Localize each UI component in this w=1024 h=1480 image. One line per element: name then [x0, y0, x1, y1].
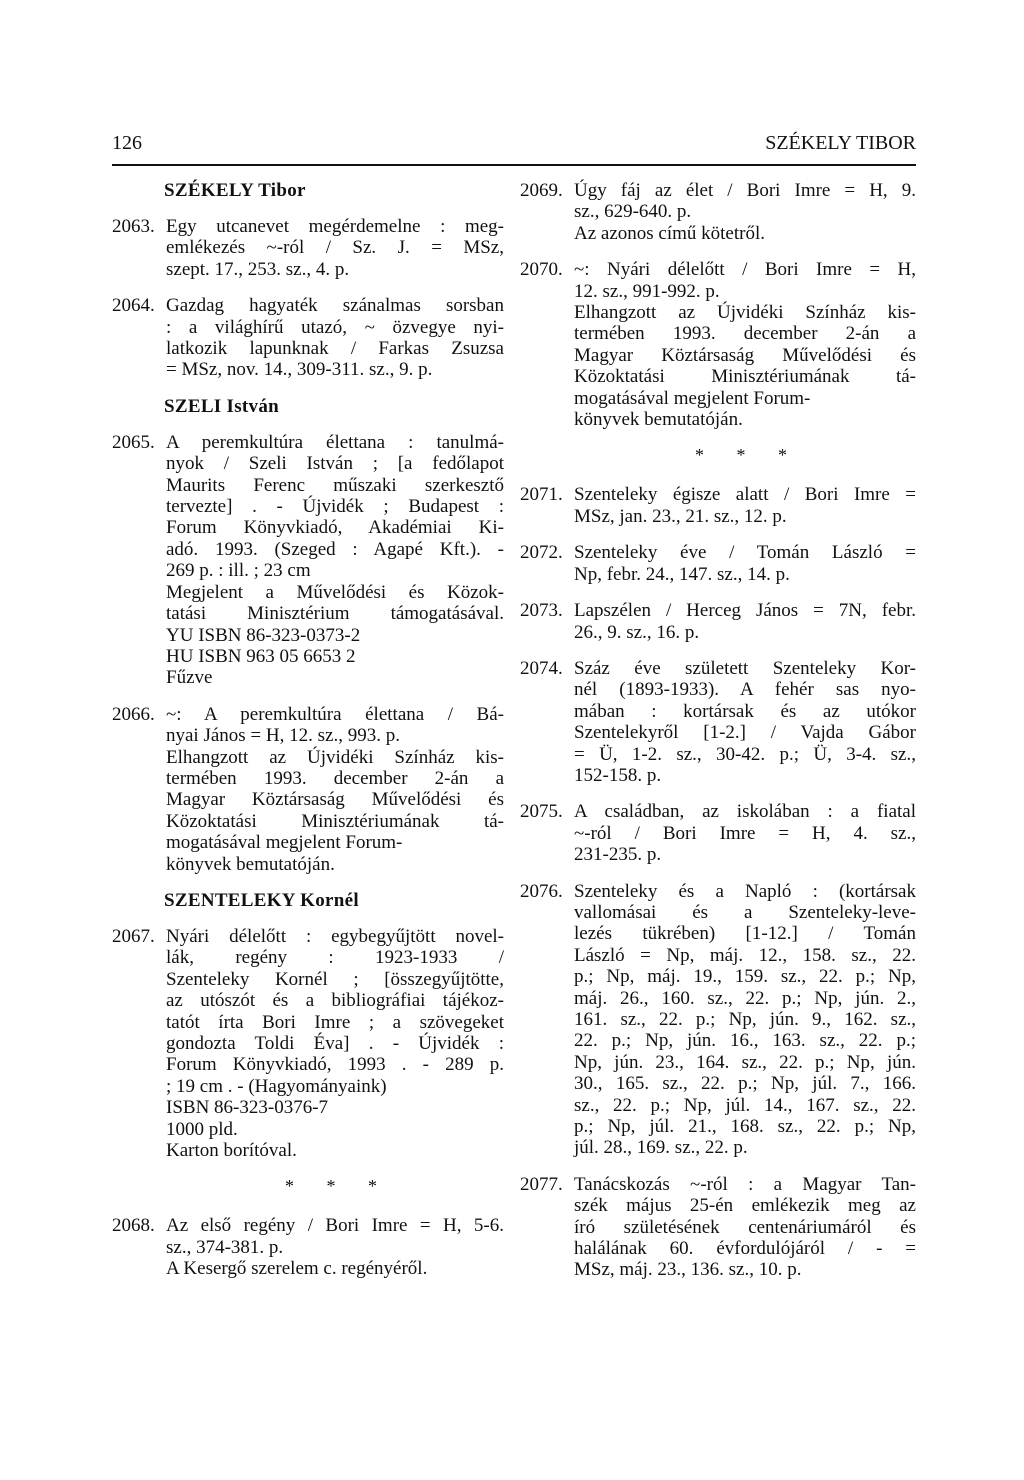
bibliography-entry — [520, 801, 916, 865]
entry-line: júl. 28., 169. sz., 22. p. — [574, 1137, 748, 1159]
entry-note-line: Fűzve — [166, 667, 213, 689]
entry-line: = MSz, nov. 14., 309-311. sz., 9. p. — [166, 359, 433, 381]
bibliography-entry — [112, 704, 504, 875]
entry-line: 26., 9. sz., 16. p. — [574, 621, 700, 643]
entry-number: 2072. — [520, 542, 563, 564]
entry-line: emlékezés ~-ról / Sz. J. = MSz, — [166, 237, 504, 259]
entry-line: ~-ról / Bori Imre = H, 4. sz., — [574, 822, 916, 844]
entry-line: lezés tükrében) [1-12.] / Tomán — [574, 923, 916, 945]
entry-note-line: könyvek bemutatóján. — [166, 853, 335, 875]
entry-line: 152-158. p. — [574, 764, 662, 786]
bibliography-entry — [520, 180, 916, 244]
entry-line: szék május 25-én emlékezik meg az — [574, 1195, 916, 1217]
entry-line: sz., 374-381. p. — [166, 1236, 284, 1258]
entry-line: p.; Np, júl. 21., 168. sz., 22. p.; Np, — [574, 1116, 916, 1138]
entry-line: nél (1893-1933). A fehér sas nyo- — [574, 679, 916, 701]
bibliography-entry — [520, 658, 916, 786]
section-separator: * * * — [285, 1176, 391, 1197]
entry-line: ~: A peremkultúra élettana / Bá- — [166, 703, 504, 725]
entry-line: Np, febr. 24., 147. sz., 14. p. — [574, 563, 790, 585]
right-column — [520, 180, 916, 1296]
entry-line: ~: Nyári délelőtt / Bori Imre = H, — [574, 259, 916, 281]
entry-note-line: tatási Minisztérium támogatásával. — [166, 603, 504, 625]
entry-number: 2063. — [112, 216, 155, 237]
entry-line: Tanácskozás ~-ról : a Magyar Tan- — [574, 1173, 916, 1195]
entry-line: A peremkultúra élettana : tanulmá- — [166, 431, 504, 453]
entry-line: 269 p. : ill. ; 23 cm — [166, 560, 311, 582]
entry-note-line: HU ISBN 963 05 6653 2 — [166, 645, 356, 667]
entry-line: Úgy fáj az élet / Bori Imre = H, 9. — [574, 180, 916, 201]
bibliography-entry — [112, 1215, 504, 1279]
entry-line: Np, jún. 23., 164. sz., 22. p.; Np, jún. — [574, 1051, 916, 1073]
entry-line: Szentelekyről [1-2.] / Vajda Gábor — [574, 722, 916, 744]
entry-line: Forum Könyvkiadó, 1993 . - 289 p. — [166, 1054, 504, 1076]
entry-number: 2067. — [112, 925, 155, 947]
entry-note-line: Karton borítóval. — [166, 1140, 297, 1162]
bibliography-entry — [520, 542, 916, 585]
entry-line: Száz éve született Szenteleky Kor- — [574, 657, 916, 679]
entry-line: nyai János = H, 12. sz., 993. p. — [166, 725, 400, 747]
bibliography-entry — [520, 1174, 916, 1281]
entry-line: halálának 60. évfordulójáról / - = — [574, 1238, 916, 1260]
entry-line: latkozik lapunknak / Farkas Zsuzsa — [166, 338, 504, 360]
bibliography-entry — [520, 484, 916, 527]
entry-note-line: A Kesergő szerelem c. regényéről. — [166, 1258, 428, 1280]
entry-line: Szenteleky égisze alatt / Bori Imre = — [574, 484, 916, 506]
entry-line: ; 19 cm . - (Hagyományaink) — [166, 1075, 387, 1097]
entry-line: Lapszélen / Herceg János = 7N, febr. — [574, 600, 916, 622]
entry-line: Szenteleky Kornél ; [összegyűjtötte, — [166, 968, 504, 990]
entry-note-line: Megjelent a Művelődési és Közok- — [166, 581, 504, 603]
entry-note-line: Közoktatási Minisztériumának tá- — [166, 810, 504, 832]
entry-note-line: Elhangzott az Újvidéki Színház kis- — [166, 746, 504, 768]
entry-line: az utószót és a bibliográfiai tájékoz- — [166, 990, 504, 1012]
entry-number: 2065. — [112, 431, 155, 453]
entry-line: Az első regény / Bori Imre = H, 5-6. — [166, 1215, 504, 1237]
bibliography-entry — [112, 216, 504, 280]
entry-line: 30., 165. sz., 22. p.; Np, júl. 7., 166. — [574, 1073, 916, 1095]
entry-line: = Ü, 1-2. sz., 30-42. p.; Ü, 3-4. sz., — [574, 743, 916, 765]
entry-note-line: termében 1993. december 2-án a — [574, 323, 916, 345]
entry-line: adó. 1993. (Szeged : Agapé Kft.). - — [166, 538, 504, 560]
entry-line: tatót írta Bori Imre ; a szövegeket — [166, 1011, 504, 1033]
entry-line: Egy utcanevet megérdemelne : meg- — [166, 216, 504, 237]
entry-line: mában : kortársak és az utókor — [574, 700, 916, 722]
entry-line: László = Np, máj. 12., 158. sz., 22. — [574, 944, 916, 966]
entry-note-line: Elhangzott az Újvidéki Színház kis- — [574, 302, 916, 324]
entry-number: 2075. — [520, 801, 563, 823]
page-header — [112, 128, 916, 166]
entry-number: 2064. — [112, 295, 155, 317]
bibliography-entry — [520, 881, 916, 1159]
entry-line: Gazdag hagyaték szánalmas sorsban — [166, 295, 504, 317]
entry-note-line: YU ISBN 86-323-0373-2 — [166, 624, 361, 646]
entry-number: 2074. — [520, 657, 563, 679]
entry-number: 2070. — [520, 259, 563, 281]
entry-line: MSz, máj. 23., 136. sz., 10. p. — [574, 1259, 802, 1281]
entry-line: MSz, jan. 23., 21. sz., 12. p. — [574, 505, 787, 527]
entry-line: A családban, az iskolában : a fiatal — [574, 801, 916, 823]
entry-line: író születésének centenáriumáról és — [574, 1216, 916, 1238]
entry-line: Nyári délelőtt : egybegyűjtött novel- — [166, 925, 504, 947]
entry-line: 231-235. p. — [574, 844, 662, 866]
entry-note-line: mogatásával megjelent Forum- — [166, 832, 403, 854]
entry-number: 2076. — [520, 880, 563, 902]
entry-note-line: mogatásával megjelent Forum- — [574, 387, 811, 409]
entry-number: 2077. — [520, 1173, 563, 1195]
entry-line: 22. p.; Np, jún. 16., 163. sz., 22. p.; — [574, 1030, 916, 1052]
section-heading: SZENTELEKY Kornél — [164, 889, 359, 911]
entry-line: tervezte] . - Újvidék ; Budapest : — [166, 496, 504, 518]
entry-line: lák, regény : 1923-1933 / — [166, 947, 504, 969]
bibliography-entry — [520, 600, 916, 643]
entry-note-line: Az azonos című kötetről. — [574, 222, 766, 244]
entry-number: 2073. — [520, 600, 563, 622]
bibliography-entry — [112, 432, 504, 689]
entry-number: 2066. — [112, 703, 155, 725]
entry-line: vallomásai és a Szenteleky-leve- — [574, 901, 916, 923]
running-head: SZÉKELY TIBOR — [765, 132, 916, 154]
bibliography-entry — [112, 926, 504, 1161]
entry-note-line: Magyar Köztársaság Művelődési és — [574, 344, 916, 366]
entry-note-line: Közoktatási Minisztériumának tá- — [574, 366, 916, 388]
entry-line: 12. sz., 991-992. p. — [574, 280, 720, 302]
entry-line: Forum Könyvkiadó, Akadémiai Ki- — [166, 517, 504, 539]
entry-number: 2071. — [520, 484, 563, 506]
bibliography-entry — [520, 259, 916, 430]
entry-line: Maurits Ferenc műszaki szerkesztő — [166, 474, 504, 496]
page-number: 126 — [112, 132, 142, 154]
entry-note-line: könyvek bemutatóján. — [574, 409, 743, 431]
entry-note-line: ISBN 86-323-0376-7 — [166, 1097, 329, 1119]
entry-note-line: Magyar Köztársaság Művelődési és — [166, 789, 504, 811]
entry-note-line: termében 1993. december 2-án a — [166, 767, 504, 789]
entry-line: sz., 629-640. p. — [574, 201, 692, 223]
entry-line: gondozta Toldi Éva] . - Újvidék : — [166, 1033, 504, 1054]
entry-line: nyok / Szeli István ; [a fedőlapot — [166, 453, 504, 475]
entry-number: 2068. — [112, 1215, 155, 1237]
section-heading: SZELI István — [164, 395, 280, 417]
entry-note-line: 1000 pld. — [166, 1118, 238, 1140]
entry-line: : a világhírű utazó, ~ özvegye nyi- — [166, 316, 504, 338]
entry-line: Szenteleky és a Napló : (kortársak — [574, 880, 916, 902]
entry-line: szept. 17., 253. sz., 4. p. — [166, 258, 350, 280]
section-heading: SZÉKELY Tibor — [164, 180, 306, 201]
entry-line: máj. 26., 160. sz., 22. p.; Np, jún. 2., — [574, 987, 916, 1009]
bibliography-entry — [112, 295, 504, 381]
entry-number: 2069. — [520, 180, 563, 201]
entry-line: sz., 22. p.; Np, júl. 14., 167. sz., 22. — [574, 1094, 916, 1116]
section-separator: * * * — [695, 445, 801, 466]
left-column — [112, 180, 504, 1295]
entry-line: p.; Np, máj. 19., 159. sz., 22. p.; Np, — [574, 966, 916, 988]
entry-line: Szenteleky éve / Tomán László = — [574, 542, 916, 564]
entry-line: 161. sz., 22. p.; Np, jún. 9., 162. sz., — [574, 1009, 916, 1030]
